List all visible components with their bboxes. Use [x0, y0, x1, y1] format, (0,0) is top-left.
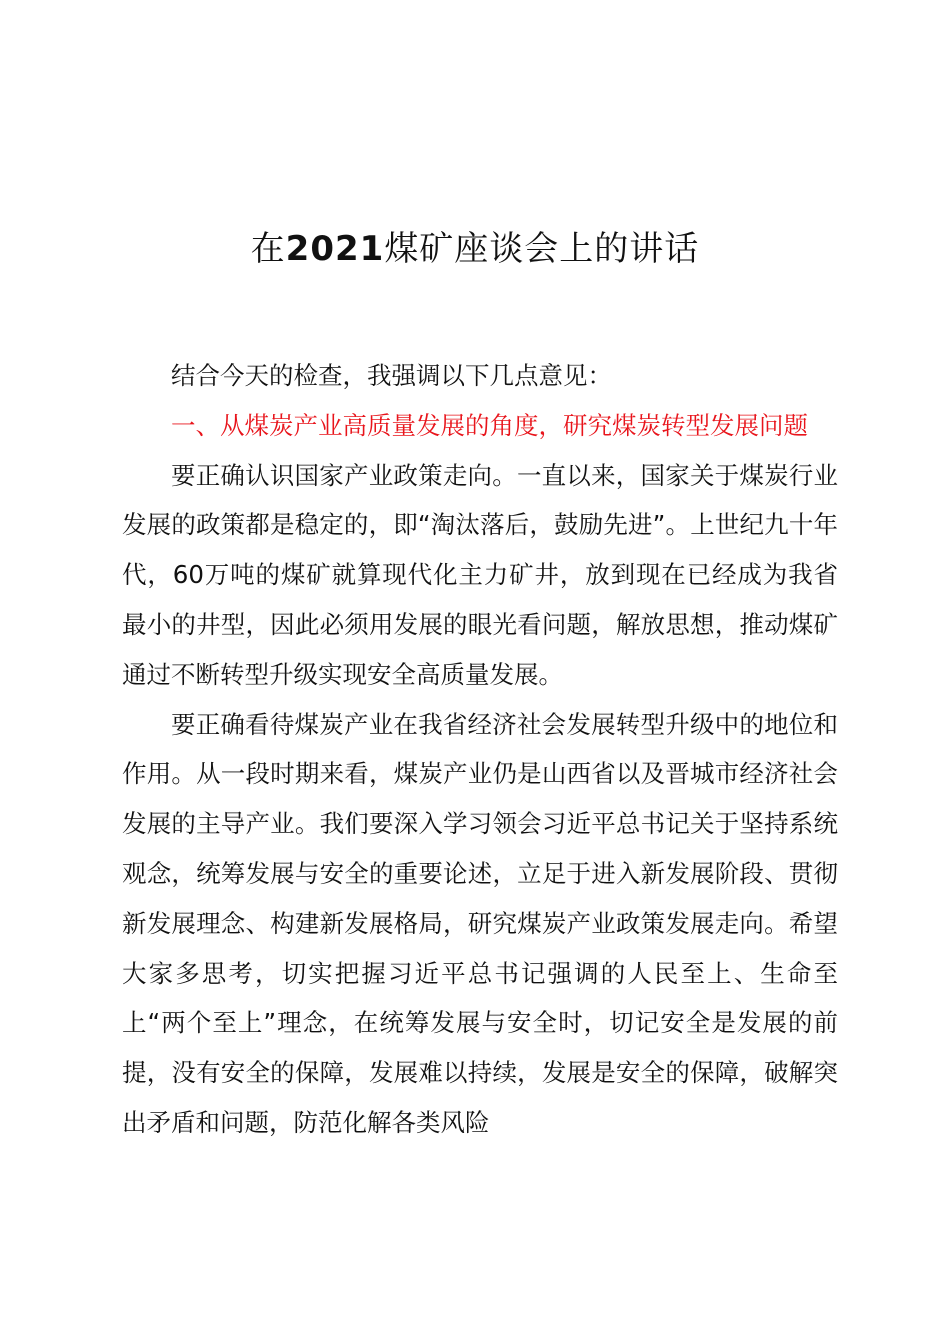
intro-paragraph: 结合今天的检查，我强调以下几点意见： [171, 361, 612, 390]
section-heading-1: 一、从煤炭产业高质量发展的角度，研究煤炭转型发展问题 [171, 410, 808, 440]
document-body [122, 351, 838, 1148]
body-paragraph-2: 要正确看待煤炭产业在我省经济社会发展转型升级中的地位和作用。从一段时期来看，煤炭产业仍是山西省以及晋城市经济社会发展的主导产业。我们要深入学习领会习近平总书记关于坚持系统观念，统筹发展与安全的重要论述，立足于进入新发展阶段、贯彻新发展理念、构建新发展格局，研究煤炭产业政策发展走向。希望大家多思考，切实把握习近平总书记强调的人民至上、生命至上“两个至上”理念，在统筹发展与安全时，切记安全是发展的前提，没有安全的保障，发展难以持续，发展是安全的保障，破解突出矛盾和问题，防范化解各类风险 [122, 709, 838, 1137]
body-paragraph-1: 要正确认识国家产业政策走向。一直以来，国家关于煤炭行业发展的政策都是稳定的，即“淘汰落后，鼓励先进”。上世纪九十年代，60万吨的煤矿就算现代化主力矿井，放到现在已经成为我省最小的井型，因此必须用发展的眼光看问题，解放思想，推动煤矿通过不断转型升级实现安全高质量发展。 [122, 460, 838, 689]
document-title [0, 222, 950, 276]
title-suffix: 煤矿座谈会上的讲话 [384, 229, 700, 269]
title-prefix: 在 [250, 229, 286, 269]
title-year: 2021 [285, 229, 385, 269]
